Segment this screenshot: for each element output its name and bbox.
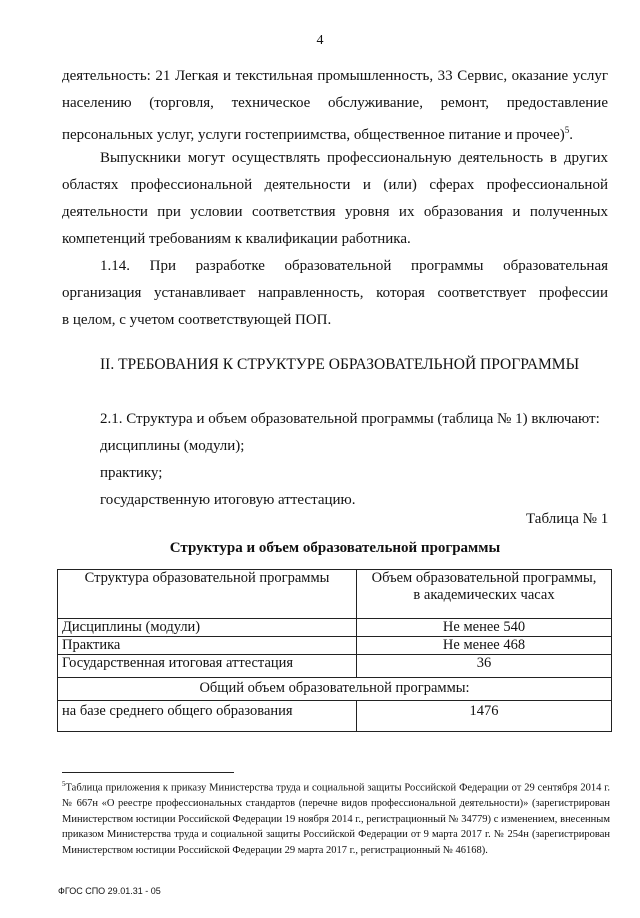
- table-caption: Таблица № 1: [526, 511, 609, 527]
- table-title: Структура и объем образовательной программы: [169, 540, 501, 556]
- header-volume-cell: [357, 570, 612, 619]
- table-row: [58, 701, 612, 732]
- program-structure-table: [57, 569, 612, 732]
- para2-line4: компетенций требованиям к квалификации работника.: [62, 231, 411, 247]
- table-row: [58, 619, 612, 637]
- para3-line3: в целом, с учетом соответствующей ПОП.: [62, 312, 332, 328]
- para2-line3: деятельности при условии соответствия уровня их образования и полученных: [62, 204, 608, 220]
- row-name-cell: Практика: [58, 637, 357, 655]
- header-volume-line1: Объем образовательной программы,: [371, 570, 597, 586]
- footnote-reference: 5: [564, 125, 570, 135]
- table-header-row: [58, 570, 612, 619]
- para2-line1: Выпускники могут осуществлять профессиональную деятельность в других: [100, 150, 608, 166]
- footnote-separator: [62, 772, 234, 773]
- row-name-cell: Дисциплины (модули): [58, 619, 357, 637]
- para1-line2: населению (торговля, техническое обслуживание, ремонт, предоставление: [62, 95, 608, 111]
- list-item: дисциплины (модули);: [100, 438, 245, 454]
- document-code: ФГОС СПО 29.01.31 - 05: [58, 886, 161, 896]
- para1-line3-text: персональных услуг, услуги гостеприимства, общественное питание и прочее): [62, 127, 565, 143]
- row-value-cell: 1476: [357, 701, 612, 732]
- para4: 2.1. Структура и объем образовательной программы (таблица № 1) включают:: [100, 411, 600, 427]
- list-item: практику;: [100, 465, 163, 481]
- para1-line3-end: .: [569, 127, 574, 143]
- row-value-cell: 36: [357, 655, 612, 678]
- footnote-mark: 5: [62, 780, 66, 788]
- table-row: [58, 637, 612, 655]
- footnote-text: Таблица приложения к приказу Министерства труда и социальной защиты Российской Федерации от 29 сентября 2014 г. № 667н «О реестре профессиональных стандартов (перечне видов профессиональной деятельности)» (зарегистрирован Министерством юстиции Российской Федерации 19 ноября 2014 г., регистрационный № 34779) с изменением, внесенным приказом Министерства труда и социальной защиты Российской Федерации от 9 марта 2017 г. № 254н (зарегистрирован Министерством юстиции Российской Федерации 29 марта 2017 г., регистрационный № 46168).: [62, 782, 610, 856]
- total-label-cell: Общий объем образовательной программы:: [58, 678, 612, 701]
- header-structure-cell: Структура образовательной программы: [58, 570, 357, 619]
- row-value-cell: Не менее 468: [357, 637, 612, 655]
- para2-line2: областях профессиональной деятельности и (или) сферах профессиональной: [62, 177, 608, 193]
- row-name-cell: Государственная итоговая аттестация: [58, 655, 357, 678]
- para3-line2: организация устанавливает направленность, которая соответствует профессии: [62, 285, 608, 301]
- para1-line1: деятельность: 21 Легкая и текстильная промышленность, 33 Сервис, оказание услуг: [62, 68, 608, 84]
- para3-line1: 1.14. При разработке образовательной программы образовательная: [100, 258, 608, 274]
- page-number: 4: [316, 33, 324, 48]
- row-name-cell: на базе среднего общего образования: [58, 701, 357, 732]
- section-heading: II. ТРЕБОВАНИЯ К СТРУКТУРЕ ОБРАЗОВАТЕЛЬНОЙ ПРОГРАММЫ: [100, 356, 580, 373]
- table-row: [58, 655, 612, 678]
- header-volume-line2: в академических часах: [413, 587, 555, 603]
- table-total-label-row: [58, 678, 612, 701]
- list-item: государственную итоговую аттестацию.: [100, 492, 356, 508]
- footnote: [62, 777, 610, 858]
- row-value-cell: Не менее 540: [357, 619, 612, 637]
